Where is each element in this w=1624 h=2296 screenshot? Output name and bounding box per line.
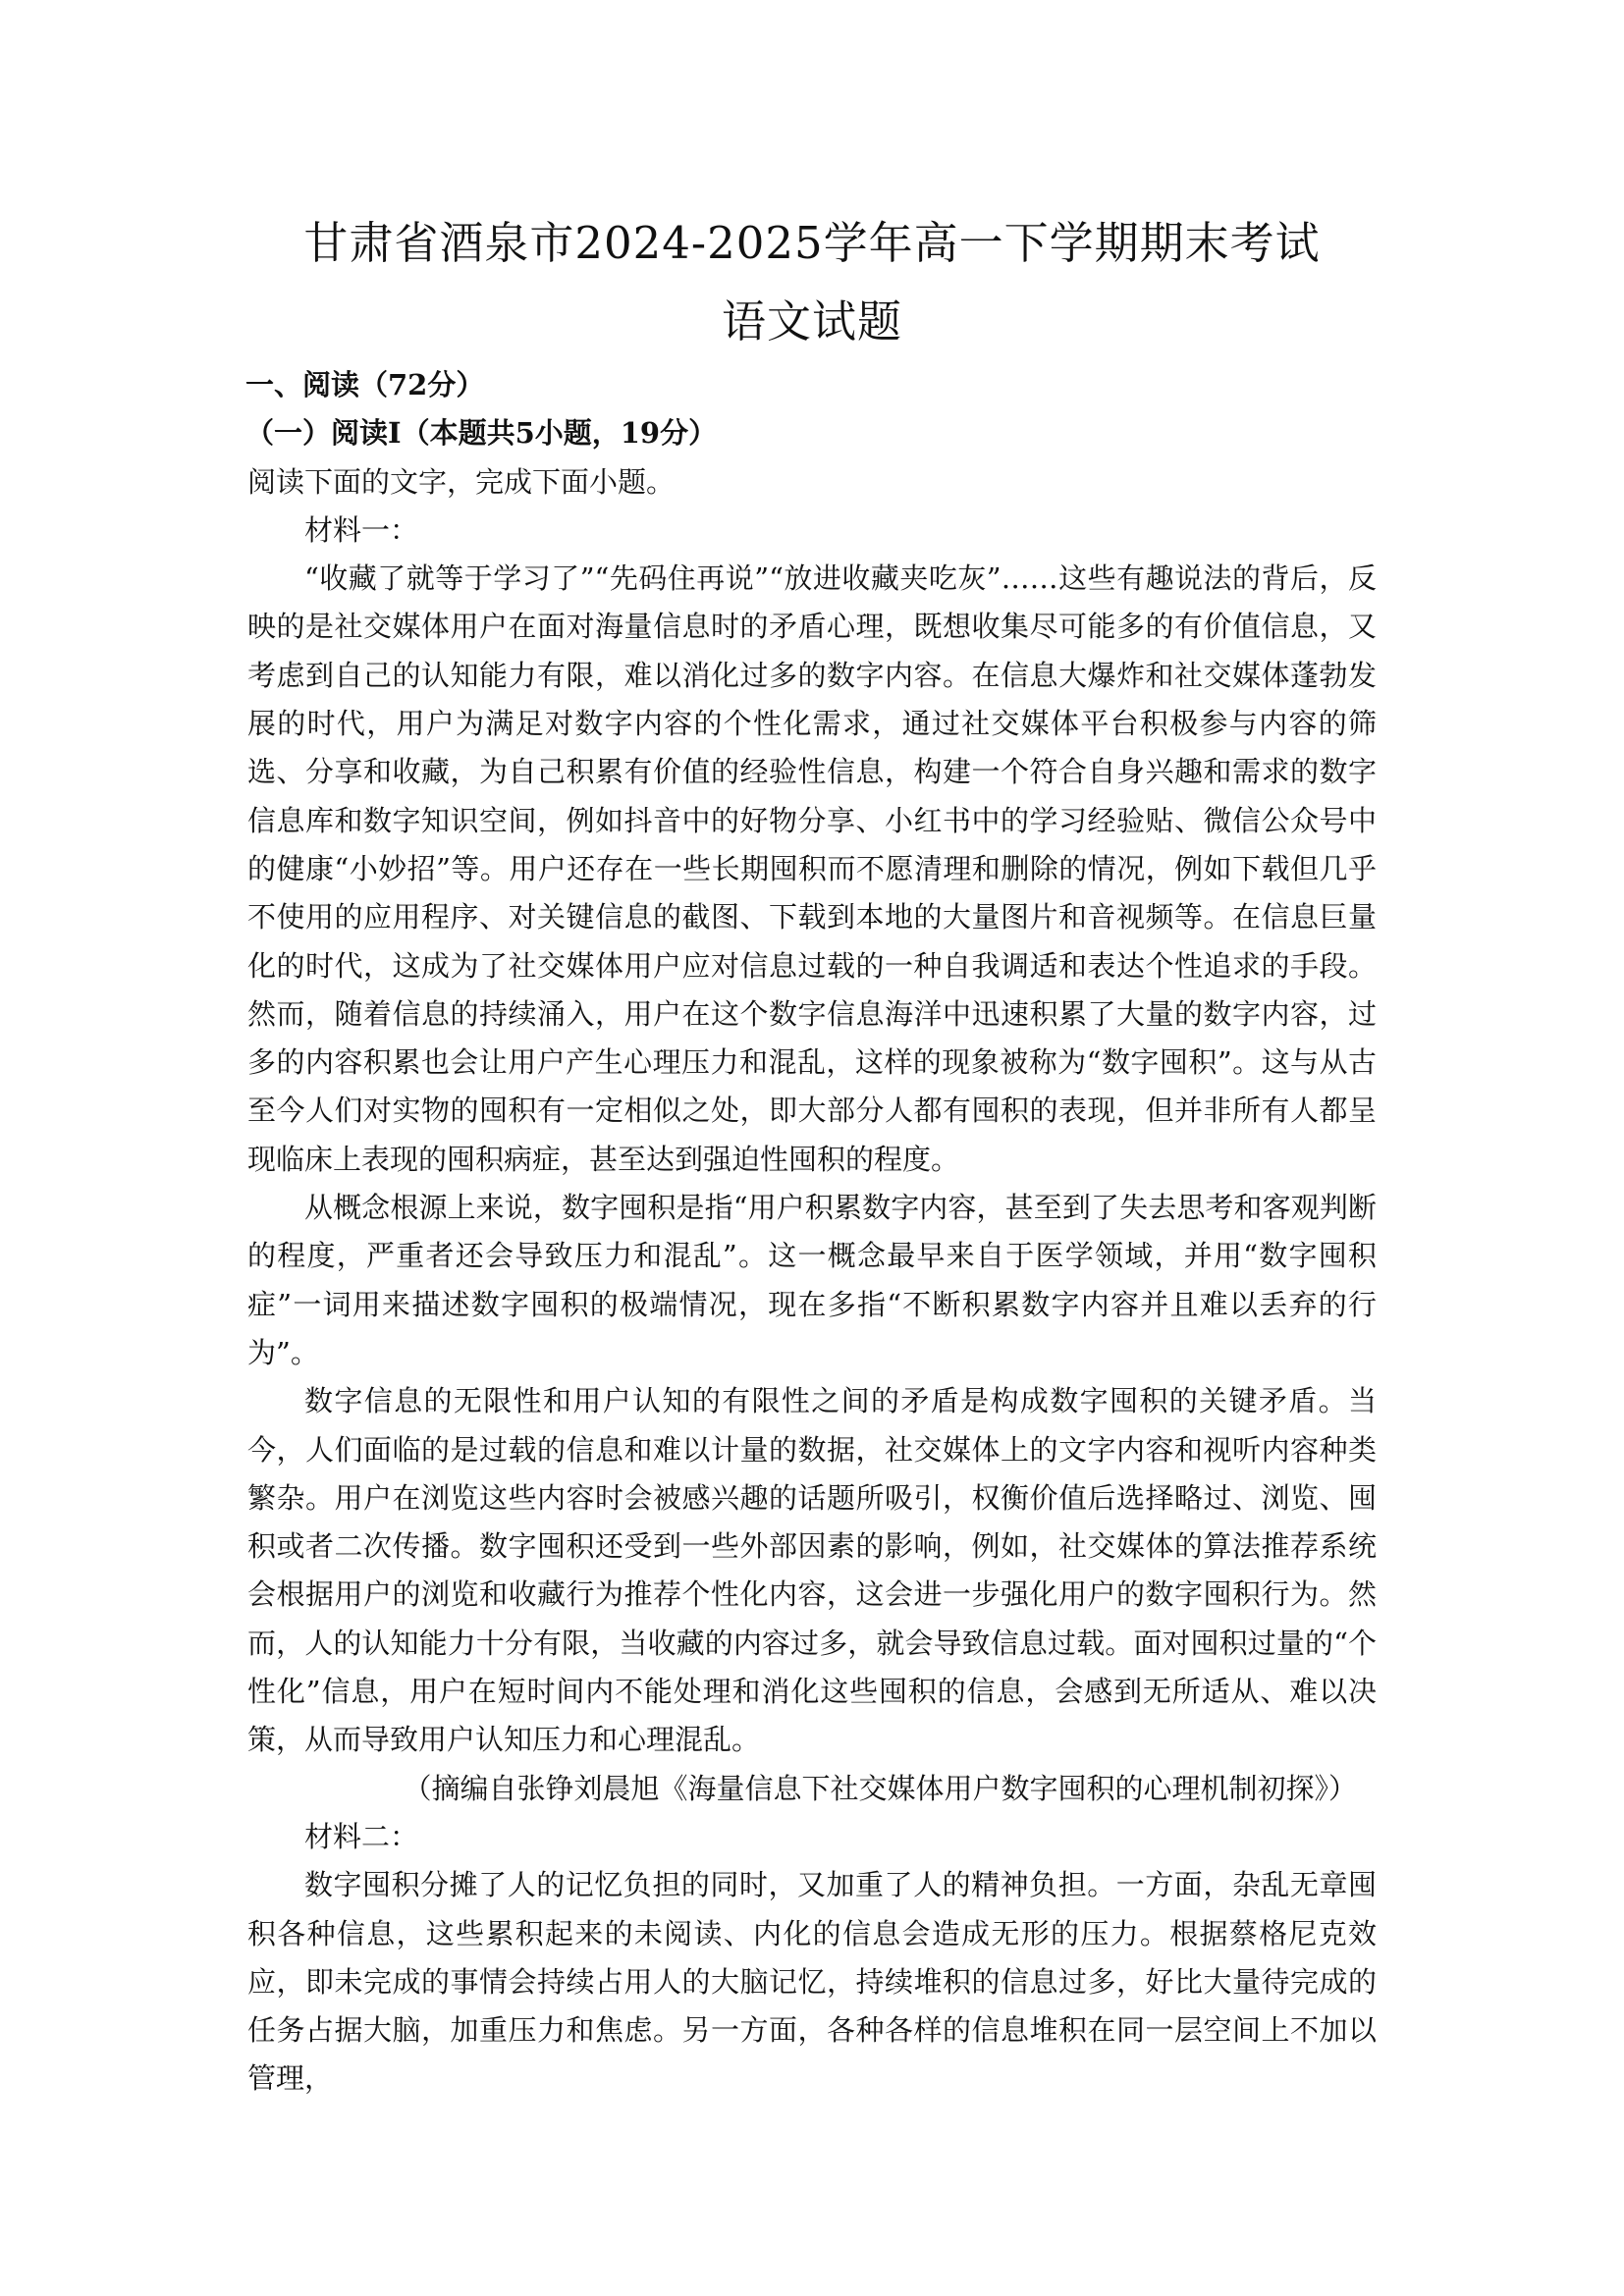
- exam-subtitle: 语文试题: [721, 295, 902, 347]
- section-heading-reading: 一、阅读（72分）: [245, 368, 485, 401]
- material2-paragraph-1: 数字囤积分摊了人的记忆负担的同时，又加重了人的精神负担。一方面，杂乱无章囤积各种信息，这些累积起来的未阅读、内化的信息会造成无形的压力。根据蔡格尼克效应，即未完成的事情会持续占用人的大脑记忆，持续堆积的信息过多，好比大量待完成的任务占据大脑，加重压力和焦虑。另一方面，各种各样的信息堆积在同一层空间上不加以管理，: [247, 1868, 1377, 2096]
- material1-source: （摘编自张铮刘晨旭《海量信息下社交媒体用户数字囤积的心理机制初探》）: [403, 1771, 1357, 1805]
- instruction-text: 阅读下面的文字，完成下面小题。: [247, 464, 676, 499]
- exam-content: [247, 361, 1377, 2104]
- material1-paragraph-2: 从概念根源上来说，数字囤积是指“用户积累数字内容，甚至到了失去思考和客观判断的程度，严重者还会导致压力和混乱”。这一概念最早来自于医学领域，并用“数字囤积症”一词用来描述数字囤积的极端情况，现在多指“不断积累数字内容并且难以丢弃的行为”。: [247, 1191, 1377, 1369]
- material1-paragraph-1: “收藏了就等于学习了”“先码住再说”“放进收藏夹吃灰”……这些有趣说法的背后，反映的是社交媒体用户在面对海量信息时的矛盾心理，既想收集尽可能多的有价值信息，又考虑到自己的认知能力有限，难以消化过多的数字内容。在信息大爆炸和社交媒体蓬勃发展的时代，用户为满足对数字内容的个性化需求，通过社交媒体平台积极参与内容的筛选、分享和收藏，为自己积累有价值的经验性信息，构建一个符合自身兴趣和需求的数字信息库和数字知识空间，例如抖音中的好物分享、小红书中的学习经验贴、微信公众号中的健康“小妙招”等。用户还存在一些长期囤积而不愿清理和删除的情况，例如下载但几乎不使用的应用程序、对关键信息的截图、下载到本地的大量图片和音视频等。在信息巨量化的时代，这成为了社交媒体用户应对信息过载的一种自我调适和表达个性追求的手段。然而，随着信息的持续涌入，用户在这个数字信息海洋中迅速积累了大量的数字内容，过多的内容积累也会让用户产生心理压力和混乱，这样的现象被称为“数字囤积”。这与从古至今人们对实物的囤积有一定相似之处，即大部分人都有囤积的表现，但并非所有人都呈现临床上表现的囤积病症，甚至达到强迫性囤积的程度。: [247, 561, 1377, 1176]
- material2-label: 材料二：: [304, 1819, 419, 1853]
- material1-paragraph-3: 数字信息的无限性和用户认知的有限性之间的矛盾是构成数字囤积的关键矛盾。当今，人们面临的是过载的信息和难以计量的数据，社交媒体上的文字内容和视听内容种类繁杂。用户在浏览这些内容时会被感兴趣的话题所吸引，权衡价值后选择略过、浏览、囤积或者二次传播。数字囤积还受到一些外部因素的影响，例如，社交媒体的算法推荐系统会根据用户的浏览和收藏行为推荐个性化内容，这会进一步强化用户的数字囤积行为。然而，人的认知能力十分有限，当收藏的内容过多，就会导致信息过载。面对囤积过量的“个性化”信息，用户在短时间内不能处理和消化这些囤积的信息，会感到无所适从、难以决策，从而导致用户认知压力和心理混乱。: [247, 1384, 1377, 1757]
- subsection-heading-reading-1: （一）阅读Ⅰ（本题共5小题，19分）: [245, 416, 718, 451]
- material1-label: 材料一：: [304, 512, 419, 547]
- exam-title: 甘肃省酒泉市2024-2025学年高一下学期期末考试: [303, 217, 1321, 269]
